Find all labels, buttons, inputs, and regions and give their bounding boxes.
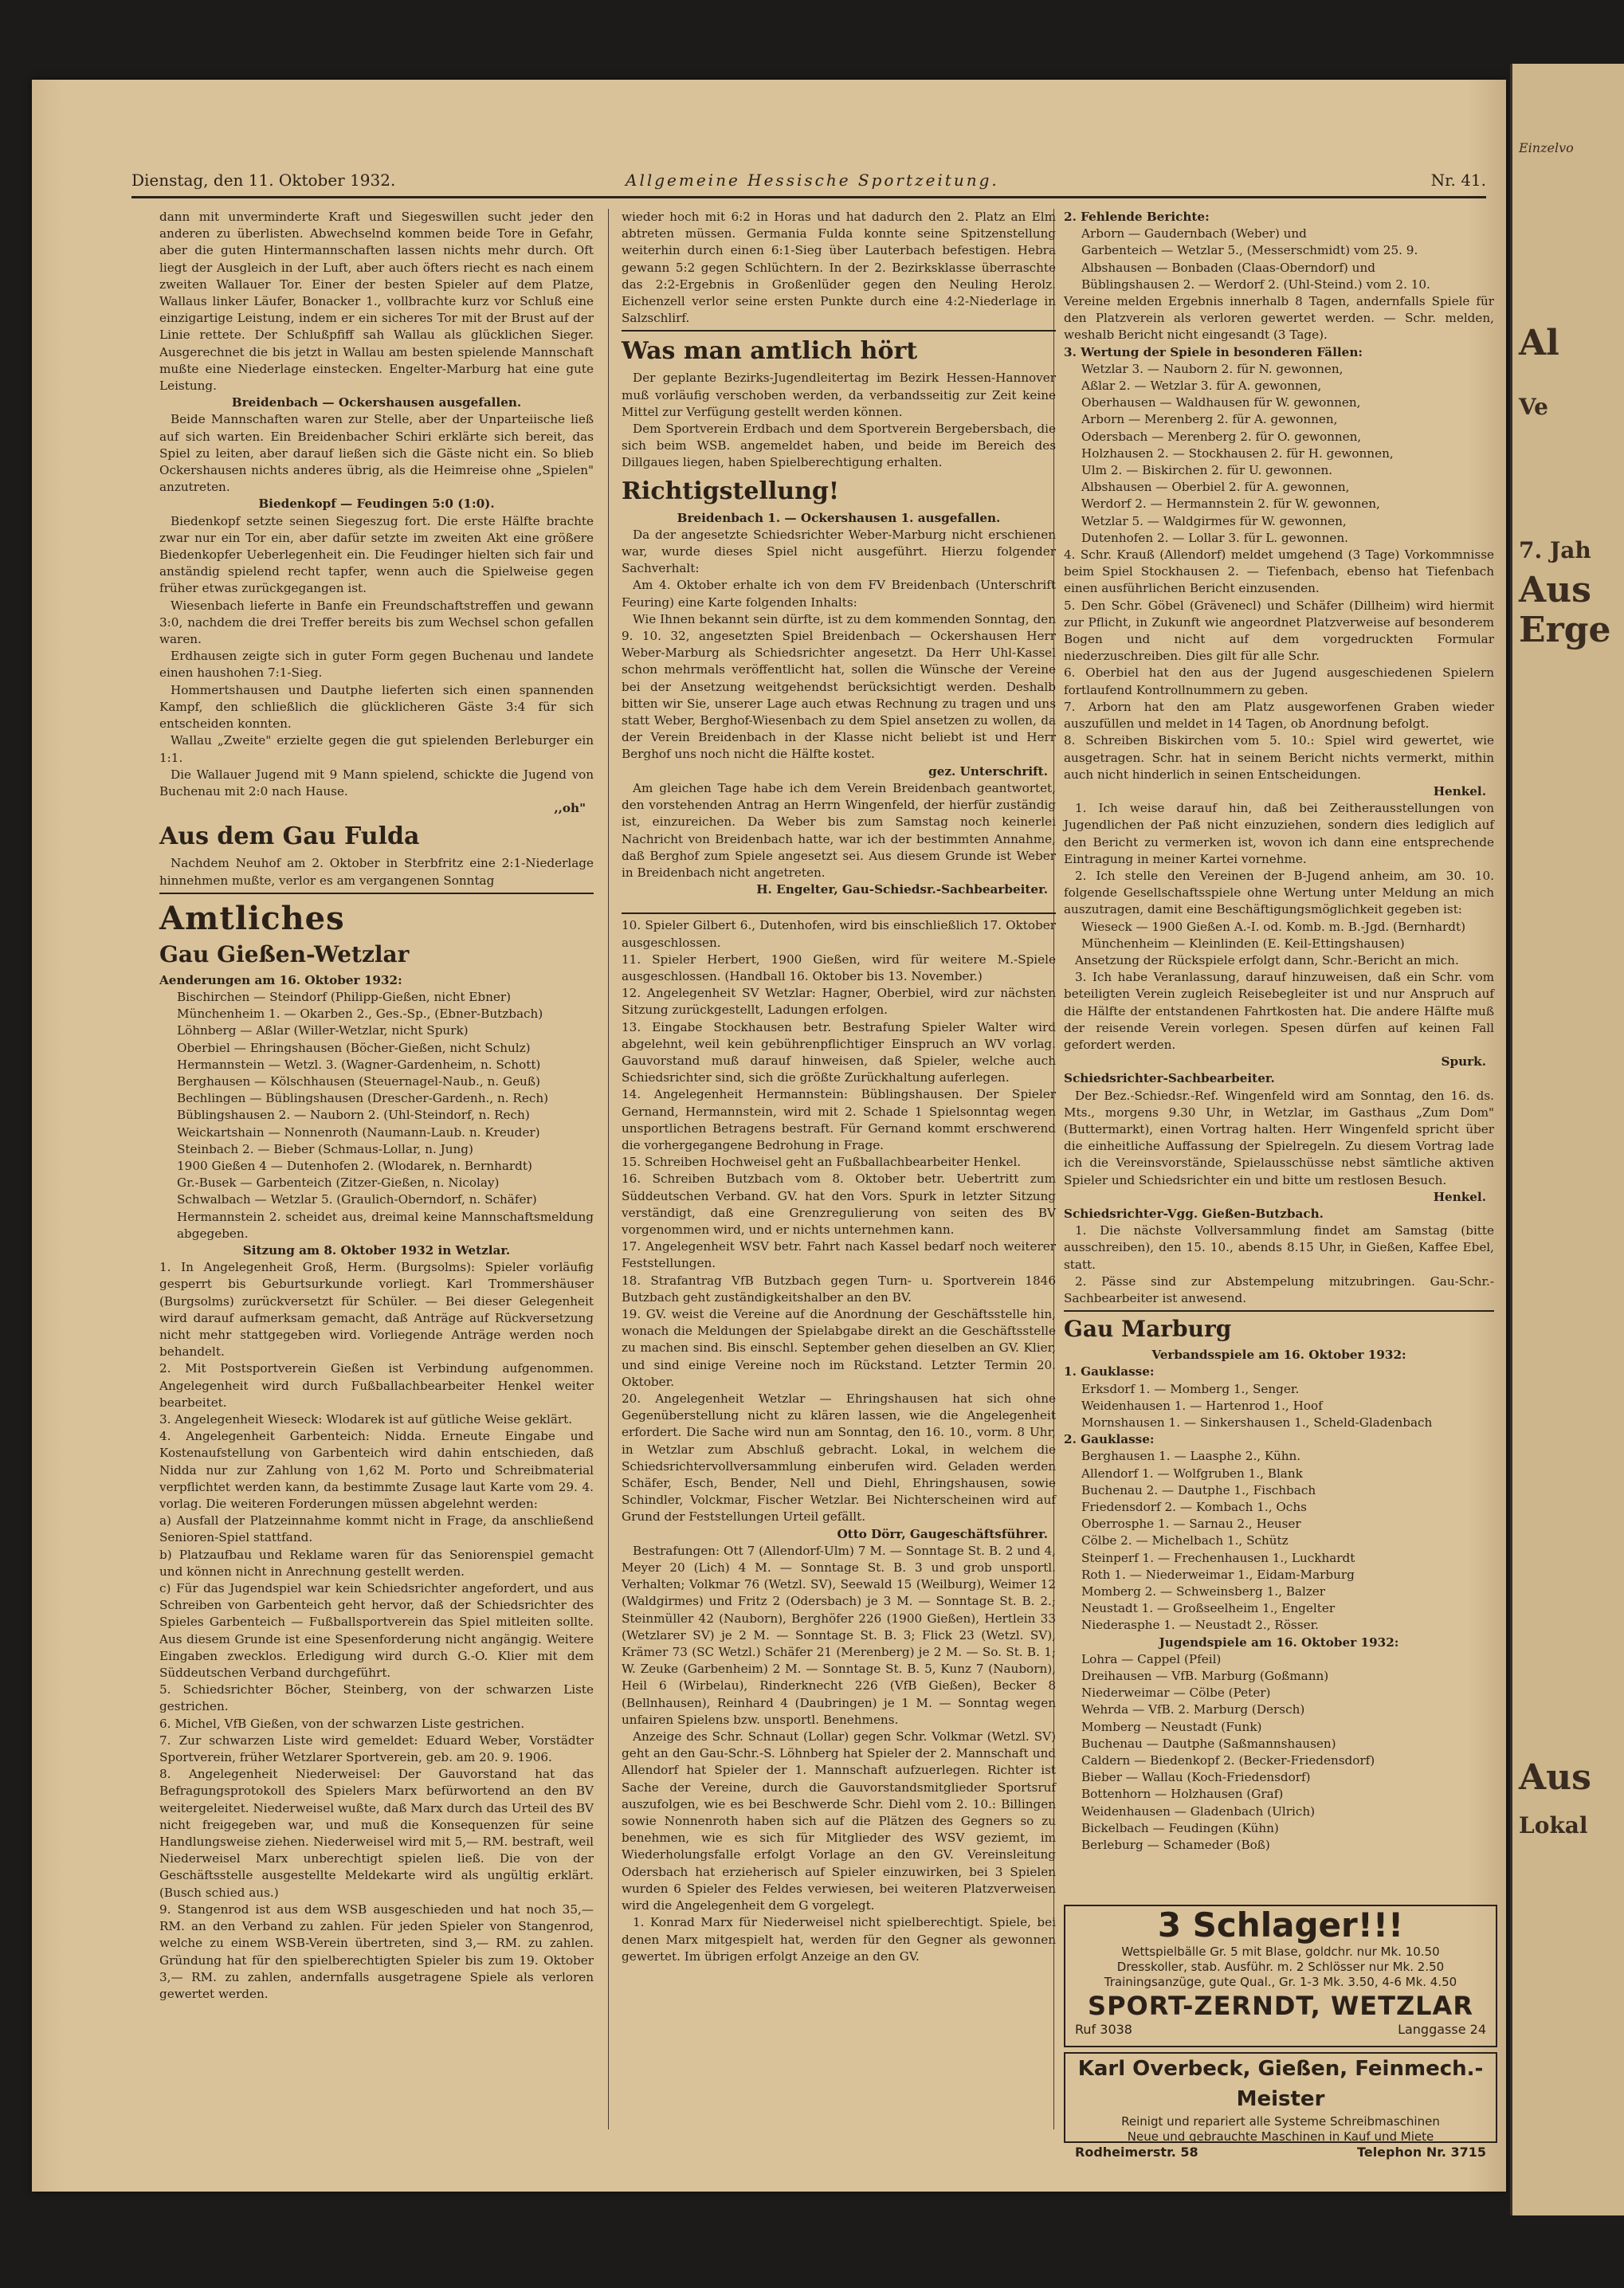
list-item: 6. Oberbiel hat den aus der Jugend ausgeschiedenen Spielern fortlaufend Kontrollnummern zu geben.	[1064, 665, 1494, 697]
list-item: 1. In Angelegenheit Groß, Herm. (Burgsolms): Spieler vorläufig gesperrt bis Geburtsurkunde vorliegt. Karl Trommershäuser (Burgsolms) zurückversetzt für Schüler. — Bei dieser Gelegenheit wird darauf aufmerksam gemacht, daß Anträge auf Rückversetzung nicht mehr stattgegeben wird. Vorliegende Anträge werden noch behandelt.	[159, 1260, 594, 1360]
subheading: 2. Gauklasse:	[1064, 1432, 1155, 1447]
fragment-text: Aus	[1519, 570, 1591, 610]
section-heading: Aus dem Gau Fulda	[159, 822, 420, 851]
article-text: Dem Sportverein Erdbach und dem Sportverein Bergebersbach, die sich beim WSB. angemeldet haben, und beide im Bereich des Dillgaues liegen, haben Spielberechtigung erhalten.	[622, 422, 1056, 470]
list-item: 5. Schiedsrichter Böcher, Steinberg, von der schwarzen Liste gestrichen.	[159, 1682, 594, 1714]
ad-phone: Telephon Nr. 3715	[1357, 2145, 1486, 2160]
fixture-line: Dutenhofen 2. — Lollar 3. für L. gewonnen.	[1081, 530, 1348, 545]
ad-address: Langgasse 24	[1398, 2022, 1486, 2037]
subheading: Jugendspiele am 16. Oktober 1932:	[1159, 1635, 1399, 1650]
list-item: 16. Schreiben Butzbach vom 8. Oktober betr. Uebertritt zum Süddeutschen Verband. GV. hat den Vors. Spurk in letzter Sitzung verständigt, daß eine Grenzregulierung von seiten des BV vorgenommen wird, und er nichts unternehmen kann.	[622, 1171, 1056, 1237]
signature: gez. Unterschrift.	[928, 763, 1048, 779]
list-item: 7. Arborn hat den am Platz ausgeworfenen Graben wieder auszufüllen und meldet in 14 Tagen, ob Anordnung befolgt.	[1064, 699, 1494, 732]
subheading: Aenderungen am 16. Oktober 1932:	[159, 972, 402, 987]
list-item: 19. GV. weist die Vereine auf die Anordnung der Geschäftsstelle hin, wonach die Meldungen der Spielabgabe direkt an die Geschäftsstelle zu machen sind. Bis einschl. September gehen dieselben an GV. Klier, und sind einige Vereine noch im Rückstand. Letzter Termin 20. Oktober.	[622, 1306, 1056, 1389]
fixture-line: 1900 Gießen 4 — Dutenhofen 2. (Wlodarek, n. Bernhardt)	[177, 1158, 532, 1173]
fragment-text: Lokal	[1519, 1812, 1588, 1839]
fixture-line: Berghausen — Kölschhausen (Steuernagel-Naub., n. Geuß)	[177, 1073, 540, 1089]
divider	[622, 912, 1056, 914]
author-signature: ,,oh"	[554, 801, 586, 816]
list-item: 20. Angelegenheit Wetzlar — Ehringshausen hat sich ohne Gegenüberstellung nicht zu klären lassen, wie die Angelegenheit erfordert. Die Sache wird nun am Sonntag, den 16. 10., vorm. 8 Uhr, in Wetzlar zum Abschluß gebracht. Lokal, in welchem die Schiedsrichtervollversammlung einberufen wird. Geladen werden Schäfer, Esch, Bender, Nell und Diehl, Ehringshausen, sowie Schindler, Volckmar, Fischer Wetzlar. Bei Nichterscheinen wird auf Grund der Feststellungen Urteil gefällt.	[622, 1391, 1056, 1525]
list-item: 8. Angelegenheit Niederweisel: Der Gauvorstand hat das Befragungsprotokoll des Spielers Marx befürwortend an den BV weitergeleitet. Niederweisel wußte, daß Marx durch das Urteil des BV nicht freigegeben war, und muß die Konsequenzen für seine Handlungsweise ziehen. Niederweisel wird mit 5,— RM. bestraft, weil Niederweisel Marx unberechtigt spielen ließ. Die von der Geschäftsstelle ausgestellte Meldekarte wird als ungültig erklärt. (Busch schied aus.)	[159, 1767, 594, 1900]
issue-date: Dienstag, den 11. Oktober 1932.	[131, 171, 396, 190]
fixture-line: Steinbach 2. — Bieber (Schmaus-Lollar, n. Jung)	[177, 1141, 473, 1156]
list-item: 10. Spieler Gilbert 6., Dutenhofen, wird bis einschließlich 17. Oktober ausgeschlossen.	[622, 918, 1056, 950]
ad-title: Karl Overbeck, Gießen, Feinmech.-Meister	[1077, 2057, 1484, 2111]
article-text: Am 4. Oktober erhalte ich von dem FV Breidenbach (Unterschrift Feuring) eine Karte folgenden Inhalts:	[622, 578, 1056, 610]
article-text: Bestrafungen: Ott 7 (Allendorf-Ulm) 7 M. — Sonntage St. B. 2 und 4, Meyer 20 (Lich) 4 M. — Sonntage St. B. 3 und grob unsportl. Verhalten; Volkmar 76 (Wetzl. SV), Seewald 15 (Weilburg), Weimer 12 (Waldgirmes) und Fritz 2 (Odersbach) je 3 M. — Sonntage St. B. 2.; Steinmüller 42 (Nauborn), Berghöfer 226 (1900 Gießen), Hertlein 33 (Wetzlarer SV) je 2 M. — Sonntage St. B. 3; Flick 23 (Wetzl. SV), Krämer 73 (SC Wetzl.) Schäfer 21 (Merenberg) je 2 M. — So. St. B. 1; W. Zeuke (Garbenheim) 2 M. — Sonntage St. B. 5, Kunz 7 (Nauborn), Heil 6 (Wirbelau), Rinderknecht 226 (VfB Gießen), Becker 8 (Bellnhausen), Reinhard 4 (Daubringen) je 1 M. — Sonntag wegen unfairen Spielens bzw. unsportl. Benehmens.	[622, 1543, 1056, 1727]
fixture-line: Arborn — Merenberg 2. für A. gewonnen,	[1081, 412, 1338, 427]
numbered-list	[622, 917, 1056, 1525]
fragment-text: Einzelvo	[1519, 140, 1574, 155]
fixture-line: Münchenheim — Kleinlinden (E. Keil-Ettingshausen)	[1081, 936, 1405, 951]
fixture-line: Holzhausen 2. — Stockhausen 2. für H. gewonnen,	[1081, 445, 1394, 461]
list-item: 2. Mit Postsportverein Gießen ist Verbindung aufgenommen. Angelegenheit wird durch Fußballachbearbeiter Henkel weiter bearbeitet.	[159, 1361, 594, 1410]
fixture-line: Ulm 2. — Biskirchen 2. für U. gewonnen.	[1081, 463, 1333, 478]
fixture-line: Bieber — Wallau (Koch-Friedensdorf)	[1081, 1770, 1311, 1785]
author-signature: Henkel.	[1433, 783, 1486, 799]
fixture-line: Friedensdorf 2. — Kombach 1., Ochs	[1081, 1500, 1307, 1515]
fixture-list	[1064, 1448, 1494, 1634]
fixture-line: Oberrosphe 1. — Sarnau 2., Heuser	[1081, 1517, 1301, 1532]
gau-heading: Gau Gießen-Wetzlar	[159, 940, 410, 967]
fixture-line: Garbenteich — Wetzlar 5., (Messerschmidt) vom 25. 9.	[1081, 243, 1418, 258]
fixture-line: Albshausen — Bonbaden (Claas-Oberndorf) und	[1081, 260, 1375, 275]
fixture-line: Roth 1. — Niederweimar 1., Eidam-Marburg	[1081, 1567, 1355, 1582]
author-signature: H. Engelter, Gau-Schiedsr.-Sachbearbeiter.	[756, 882, 1048, 897]
ad-shop-name: SPORT-ZERNDT, WETZLAR	[1088, 1991, 1473, 2021]
article-text: Am gleichen Tage habe ich dem Verein Breidenbach geantwortet, den vorstehenden Antrag an Herrn Wingenfeld, der hierfür zuständig ist, einzureichen. Da Weber bis zum Samstag noch keinerlei Nachricht von Breidenbach hatte, war ich der bestimmten Annahme, daß Berghof zum Spiele angesetzt sei. Aus diesem Grunde ist Weber in Breidenbach nicht angetreten.	[622, 780, 1056, 880]
fixture-line: Allendorf 1. — Wolfgruben 1., Blank	[1081, 1466, 1303, 1481]
article-text: 2. Ich stelle den Vereinen der B-Jugend anheim, am 30. 10. folgende Gesellschaftsspiele ohne Wertung unter Meldung an mich auszutragen, damit eine Beschäftigungsmöglichkeit gegeben ist:	[1064, 868, 1494, 917]
subheading: 3. Wertung der Spiele in besonderen Fällen:	[1064, 344, 1363, 359]
fixture-list	[1064, 226, 1494, 293]
gau-heading: Gau Marburg	[1064, 1316, 1232, 1343]
list-item: b) Platzaufbau und Reklame waren für das Seniorenspiel gemacht und können nicht in Anrechnung gestellt werden.	[159, 1547, 594, 1579]
fixture-line: Odersbach — Merenberg 2. für O. gewonnen,	[1081, 429, 1362, 444]
fixture-line: Oberbiel — Ehringshausen (Böcher-Gießen, nicht Schulz)	[177, 1040, 531, 1055]
article-text: Beide Mannschaften waren zur Stelle, aber der Unparteiische ließ auf sich warten. Ein Breidenbacher Schiri erklärte sich bereit, das Spiel zu leiten, aber darauf ließen sich die Gäste nicht ein. So blieb Ockershausen nichts anderes übrig, als die Heimreise ohne „Spielen" anzutreten.	[159, 412, 594, 495]
issue-number: Nr. 41.	[1430, 171, 1486, 190]
list-item: 9. Stangenrod ist aus dem WSB ausgeschieden und hat noch 35,— RM. an den Verband zu zahlen. Für jeden Spieler von Stangenrod, welche zu einem WSB-Verein übertreten, sind 3,— RM. zu zahlen. Gründung hat für den spielberechtigten Spieler bis zum 19. Oktober 3,— RM. zu zahlen, andernfalls ausgetragene Spiele als verloren gewertet werden.	[159, 1901, 594, 2001]
fixture-line: Löhnberg — Aßlar (Willer-Wetzlar, nicht Spurk)	[177, 1023, 469, 1038]
fixture-line: Gr.-Busek — Garbenteich (Zitzer-Gießen, n. Nicolay)	[177, 1175, 500, 1191]
fixture-line: Schwalbach — Wetzlar 5. (Graulich-Oberndorf, n. Schäfer)	[177, 1192, 537, 1207]
advertisement-overbeck	[1064, 2052, 1497, 2160]
section-heading: Richtigstellung!	[622, 477, 840, 505]
subheading: 2. Fehlende Berichte:	[1064, 210, 1210, 224]
list-item: a) Ausfall der Platzeinnahme kommt nicht in Frage, da anschließend Senioren-Spiel stattfand.	[159, 1513, 594, 1545]
fixture-line: Berghausen 1. — Laasphe 2., Kühn.	[1081, 1449, 1301, 1464]
fixture-line: Buchenau — Dautphe (Saßmannshausen)	[1081, 1736, 1336, 1751]
fixture-line: Arborn — Gaudernbach (Weber) und	[1081, 226, 1307, 241]
fragment-text: Erge	[1519, 610, 1611, 650]
ad-line: Trainingsanzüge, gute Qual., Gr. 1-3 Mk. 3.50, 4-6 Mk. 4.50	[1104, 1975, 1457, 1989]
list-item: c) Für das Jugendspiel war kein Schiedsrichter angefordert, und aus Schreiben von Garbenteich geht hervor, daß der Schiedsrichter des Spieles Garbenteich — Fußballsportverein das Spiel mitleiten sollte. Aus diesem Grunde ist eine Spesenforderung nicht angängig. Weitere Eingaben zwecklos. Erledigung wird durch G.-O. Klier mit dem Süddeutschen Verband durchgeführt.	[159, 1581, 594, 1681]
fixture-list	[1064, 361, 1494, 547]
ad-title: 3 Schlager!!!	[1157, 1905, 1404, 1945]
match-heading: Breidenbach — Ockershausen ausgefallen.	[231, 395, 522, 410]
fixture-line: Büblingshausen 2. — Werdorf 2. (Uhl-Steind.) vom 2. 10.	[1081, 277, 1430, 292]
article-text: Ansetzung der Rückspiele erfolgt dann, Schr.-Bericht an mich.	[1075, 952, 1459, 967]
fixture-line: Erksdorf 1. — Momberg 1., Senger.	[1081, 1381, 1300, 1396]
article-text: Wallau „Zweite" erzielte gegen die gut spielenden Berleburger ein 1:1.	[159, 733, 594, 765]
article-text: Wie Ihnen bekannt sein dürfte, ist zu dem kommenden Sonntag, den 9. 10. 32, angesetzten Spiel Breidenbach — Ockershausen Herr Weber-Marburg als Schiedsrichter angesetzt. Da Herr Uhl-Kassel schon mehrmals veröffentlicht hat, sollen die Wünsche der Vereine bei der Ansetzung weitgehendst berücksichtigt werden. Deshalb bitten wir Sie, unserer Lage auch etwas Rechnung zu tragen und uns statt Weber, Berghof-Wiesenbach zu dem Spiel ansetzen zu wollen, da der Verein Breidenbach in der Klasse nicht beliebt ist und Herr Berghof uns noch nicht die Hälfte kostet.	[622, 611, 1056, 762]
divider	[622, 330, 1056, 332]
section-heading: Was man amtlich hört	[622, 337, 918, 366]
fixture-line: Niederasphe 1. — Neustadt 2., Rösser.	[1081, 1618, 1319, 1633]
article-text: 3. Ich habe Veranlassung, darauf hinzuweisen, daß ein Schr. vom beteiligten Verein zugleich Reisebegleiter ist und nur Anspruch auf die Hälfte der entstandenen Fahrtkosten hat. Die andere Hälfte muß der reisende Verein vorlegen. Spesen dürfen auf keinen Fall gefordert werden.	[1064, 970, 1494, 1052]
author-signature: Spurk.	[1441, 1054, 1486, 1069]
fixture-list	[159, 989, 594, 1242]
fixture-line: Cölbe 2. — Michelbach 1., Schütz	[1081, 1533, 1289, 1548]
author-signature: Henkel.	[1433, 1189, 1486, 1204]
adjacent-page-fragment	[1510, 64, 1624, 2215]
ad-line: Neue und gebrauchte Maschinen in Kauf und Miete	[1127, 2129, 1434, 2144]
fixture-line: Oberhausen — Waldhausen für W. gewonnen,	[1081, 395, 1361, 410]
article-text: Nachdem Neuhof am 2. Oktober in Sterbfritz eine 2:1-Niederlage hinnehmen mußte, verlor es am vergangenen Sonntag	[159, 856, 594, 888]
fragment-text: Ve	[1519, 394, 1548, 420]
fixture-line: Dreihausen — VfB. Marburg (Goßmann)	[1081, 1669, 1329, 1684]
fixture-line: Büblingshausen 2. — Nauborn 2. (Uhl-Steindorf, n. Rech)	[177, 1108, 530, 1123]
newspaper-title: Allgemeine Hessische Sportzeitung.	[626, 171, 999, 190]
fixture-line: Wetzlar 5. — Waldgirmes für W. gewonnen,	[1081, 513, 1347, 528]
article-text: Der Bez.-Schiedsr.-Ref. Wingenfeld wird am Sonntag, den 16. ds. Mts., morgens 9.30 Uhr, in Wetzlar, im Gasthaus „Zum Dom" (Buttermarkt), einen Vortrag halten. Herr Wingenfeld spricht über die einheitliche Auffassung der Spielregeln. Zu diesem Vortrag lade ich die Vereinsvorstände, Spielausschüsse nebst sämtliche aktiven Spieler und Schiedsrichter ein und bitte um restlosen Besuch.	[1064, 1088, 1494, 1187]
list-item: 13. Eingabe Stockhausen betr. Bestrafung Spieler Walter wird abgelehnt, weil kein gebührenpflichtiger Einspruch an WV vorlag. Gauvorstand muß darauf hinweisen, daß Spieler, welche auch Schiedsrichter sind, sich die größte Zurückhaltung auferlegen.	[622, 1019, 1056, 1085]
article-text: Erdhausen zeigte sich in guter Form gegen Buchenau und landete einen haushohen 7:1-Sieg.	[159, 649, 594, 681]
fixture-line: Momberg 2. — Schweinsberg 1., Balzer	[1081, 1584, 1326, 1599]
column-1	[159, 209, 594, 2129]
fixture-line: Bischirchen — Steindorf (Philipp-Gießen, nicht Ebner)	[177, 989, 512, 1004]
article-text: Da der angesetzte Schiedsrichter Weber-Marburg nicht erschienen war, wurde dieses Spiel nicht ausgeführt. Hierzu folgender Sachverhalt:	[622, 527, 1056, 576]
fixture-list	[1064, 919, 1494, 952]
article-text: dann mit unverminderte Kraft und Siegeswillen sucht jeder den anderen zu überlisten. Abwechselnd kommen beide Tore in Gefahr, aber die guten Hintermannschaften lassen nichts mehr durch. Oft liegt der Ausgleich in der Luft, aber auch öfters riecht es nach einem zweiten Wallauer Tor. Einer der besten Spieler auf dem Platze, Wallaus linker Läufer, Bonacker 1., vollbrachte kurz vor Schluß eine einzigartige Leistung, indem er ein sicheres Tor mit der Brust auf der Linie rettete. Der Schlußpfiff sah Wallau als glücklichen Sieger. Ausgerechnet die bis jetzt in Wallau am besten spielende Mannschaft mußte eine Niederlage einstecken. Engelter-Marburg hat eine gute Leistung.	[159, 210, 594, 394]
fragment-text: 7. Jah	[1519, 537, 1591, 563]
list-item: 14. Angelegenheit Hermannstein: Büblingshausen. Der Spieler Gernand, Hermannstein, wird mit 2. Schade 1 Spielsonntag wegen unsportlichen Betragens bestraft. Für Gernand kommt erschwerend die vorhergegangene Bedrohung in Frage.	[622, 1087, 1056, 1152]
fixture-line: Münchenheim 1. — Okarben 2., Ges.-Sp., (Ebner-Butzbach)	[177, 1007, 543, 1022]
match-heading: Biedenkopf — Feudingen 5:0 (1:0).	[258, 496, 495, 512]
article-text: Wiesenbach lieferte in Banfe ein Freundschaftstreffen und gewann 3:0, nachdem die drei Treffer bereits bis zum Wechsel schon gefallen waren.	[159, 598, 594, 647]
list-item: 5. Den Schr. Göbel (Grävenecl) und Schäfer (Dillheim) wird hiermit zur Pflicht, in Zukunft wie angeordnet Platzverweise auf besonderem Bogen und nicht auf dem vorgedruckten Formular niederzuschreiben. Dies gilt für alle Schr.	[1064, 598, 1494, 664]
ad-phone: Ruf 3038	[1075, 2022, 1132, 2037]
fixture-line: Niederweimar — Cölbe (Peter)	[1081, 1686, 1271, 1701]
ad-line: Dresskoller, stab. Ausführ. m. 2 Schlösser nur Mk. 2.50	[1116, 1960, 1445, 1974]
article-text: 1. Ich weise darauf hin, daß bei Zeitherausstellungen von Jugendlichen der Paß nicht einzuziehen, sondern dies lediglich auf den Bericht zu vermerken ist, wovon ich dann eine entsprechende Eintragung in meiner Kartei vornehme.	[1064, 801, 1494, 866]
article-text: Vereine melden Ergebnis innerhalb 8 Tagen, andernfalls Spiele für den Platzverein als verloren gewertet werden. — Schr. melden, weshalb Bericht nicht eingesandt (3 Tage).	[1064, 294, 1494, 343]
divider	[1064, 1310, 1494, 1312]
fixture-line: Momberg — Neustadt (Funk)	[1081, 1719, 1262, 1734]
list-item: 4. Schr. Krauß (Allendorf) meldet umgehend (3 Tage) Vorkommnisse beim Spiel Stockhausen 2. — Tiefenbach, ebenso hat Tiefenbach einen ausführlichen Bericht einzusenden.	[1064, 547, 1494, 596]
fixture-line: Berleburg — Schameder (Boß)	[1081, 1838, 1270, 1853]
article-text: Der geplante Bezirks-Jugendleitertag im Bezirk Hessen-Hannover muß vorläufig verschoben werden, da verbandsseitig zur Zeit keine Mittel zur Verfügung gestellt werden können.	[622, 371, 1056, 419]
fixture-line: Neustadt 1. — Großseelheim 1., Engelter	[1081, 1601, 1336, 1616]
list-item: 17. Angelegenheit WSV betr. Fahrt nach Kassel bedarf noch weiterer Feststellungen.	[622, 1239, 1056, 1271]
list-item: 15. Schreiben Hochweisel geht an Fußballachbearbeiter Henkel.	[622, 1155, 1022, 1170]
fixture-line: Mornshausen 1. — Sinkershausen 1., Scheld-Gladenbach	[1081, 1415, 1433, 1430]
article-text: Hommertshausen und Dautphe lieferten sich einen spannenden Kampf, den schließlich die glücklicheren Gäste 3:4 für sich entscheiden konnten.	[159, 682, 594, 732]
column-3	[1064, 209, 1494, 1894]
ad-address: Rodheimerstr. 58	[1075, 2145, 1198, 2160]
fixture-line: Caldern — Biedenkopf 2. (Becker-Friedensdorf)	[1081, 1753, 1375, 1768]
fixture-line: Buchenau 2. — Dautphe 1., Fischbach	[1081, 1482, 1316, 1497]
fixture-list	[1064, 1381, 1494, 1432]
fixture-line: Albshausen — Oberbiel 2. für A. gewonnen,	[1081, 480, 1350, 495]
article-text: Biedenkopf setzte seinen Siegeszug fort. Die erste Hälfte brachte zwar nur ein Tor ein, aber dafür setzte im zweiten Akt eine größere Biedenkopfer Ueberlegenheit ein. Die Feudinger hielten sich fair und anständig spielend recht tapfer, wenn auch die Spielweise gegen früher etwas zurückgegangen ist.	[159, 513, 594, 596]
list-item: 18. Strafantrag VfB Butzbach gegen Turn- u. Sportverein 1846 Butzbach geht zuständigkeitshalber an den BV.	[622, 1273, 1056, 1305]
article-text: Anzeige des Schr. Schnaut (Lollar) gegen Schr. Volkmar (Wetzl. SV) geht an den Gau-Schr.-S. Löhnberg hat Spieler der 2. Mannschaft und Allendorf hat Spieler der 1. Mannschaft aufzuerlegen. Richter ist Sache der Vereine, durch die Gauvorstandsmitglieder Sportsruf auszufolgen, wie es bei Beschwerde Schr. Diehl vom 2. 10.: Billingen sowie Nonnenroth haben sich auf die Plätzen des Gegners so zu benehmen, wie es sich für Mitglieder des WSV geziemt, im Wiederholungsfalle erfolgt Vorlage an den GV. Vereinsleitung Odersbach hat erzieherisch auf Spieler einzuwirken, bei 3 Spielen wurden 6 Spieler des Feldes verwiesen, bei weiteren Platzverweisen wird die Angelegenheit dem G vorgelegt.	[622, 1729, 1056, 1913]
subheading: Schiedsrichter-Sachbearbeiter.	[1064, 1071, 1275, 1086]
fixture-line: Werdorf 2. — Hermannstein 2. für W. gewonnen,	[1081, 496, 1380, 512]
fixture-line: Bechlingen — Büblingshausen (Drescher-Gardenh., n. Rech)	[177, 1091, 549, 1106]
divider	[159, 893, 594, 894]
numbered-list	[159, 1259, 594, 2003]
subheading: Verbandsspiele am 16. Oktober 1932:	[1151, 1348, 1406, 1363]
ad-line: Wettspielbälle Gr. 5 mit Blase, goldchr. nur Mk. 10.50	[1121, 1945, 1440, 1959]
column-divider	[608, 209, 609, 2129]
fixture-list	[1064, 1651, 1494, 1854]
article-text: 2. Pässe sind zur Abstempelung mitzubringen. Gau-Schr.-Sachbearbeiter ist anwesend.	[1064, 1274, 1494, 1305]
fixture-line: Wetzlar 3. — Nauborn 2. für N. gewonnen,	[1081, 361, 1344, 376]
subheading: 1. Gauklasse:	[1064, 1364, 1155, 1379]
column-2	[622, 209, 1056, 2129]
fixture-line: Weickartshain — Nonnenroth (Naumann-Laub. n. Kreuder)	[177, 1124, 540, 1140]
fixture-line: Hermannstein — Wetzl. 3. (Wagner-Gardenheim, n. Schott)	[177, 1057, 541, 1072]
fragment-text: Al	[1519, 323, 1559, 363]
fixture-line: Aßlar 2. — Wetzlar 3. für A. gewonnen,	[1081, 379, 1322, 394]
ad-line: Reinigt und repariert alle Systeme Schreibmaschinen	[1121, 2114, 1440, 2129]
fixture-line: Wieseck — 1900 Gießen A.-I. od. Komb. m. B.-Jgd. (Bernhardt)	[1081, 919, 1466, 934]
subheading: Schiedsrichter-Vgg. Gießen-Butzbach.	[1064, 1206, 1324, 1221]
fixture-line: Weidenhausen — Gladenbach (Ulrich)	[1081, 1803, 1316, 1819]
list-item: 4. Angelegenheit Garbenteich: Nidda. Erneute Eingabe und Kostenaufstellung von Garbenteich wird dahin entschieden, daß Nidda nur zur Zahlung von 1,62 M. Porto und Schreibmaterial verpflichtet werden kann, da bestimmte Zusage laut Karte vom 29. 4. vorlag. Die weiteren Forderungen müssen abgelehnt werden:	[159, 1429, 594, 1512]
fixture-line: Steinperf 1. — Frechenhausen 1., Luckhardt	[1081, 1550, 1355, 1565]
fixture-line: Lohra — Cappel (Pfeil)	[1081, 1651, 1222, 1666]
fixture-line: Wehrda — VfB. 2. Marburg (Dersch)	[1081, 1702, 1305, 1717]
fragment-text: Aus	[1519, 1757, 1591, 1798]
subheading: Sitzung am 8. Oktober 1932 in Wetzlar.	[242, 1242, 511, 1258]
section-heading: Amtliches	[159, 899, 345, 937]
list-item: 3. Angelegenheit Wieseck: Wlodarek ist auf gütliche Weise geklärt.	[159, 1412, 573, 1427]
article-text: 1. Konrad Marx für Niederweisel nicht spielberechtigt. Spiele, bei denen Marx mitgespielt hat, werden für den Gegner als gewonnen gewertet. Im übrigen erfolgt Anzeige an den GV.	[622, 1915, 1056, 1964]
page-header	[131, 167, 1486, 198]
fixture-line: Bottenhorn — Holzhausen (Graf)	[1081, 1787, 1284, 1802]
fixture-line: Weidenhausen 1. — Hartenrod 1., Hoof	[1081, 1398, 1323, 1413]
fixture-line: Hermannstein 2. scheidet aus, dreimal keine Mannschaftsmeldung abgegeben.	[177, 1209, 594, 1241]
list-item: 11. Spieler Herbert, 1900 Gießen, wird für weitere M.-Spiele ausgeschlossen. (Handball 16. Oktober bis 13. November.)	[622, 952, 1056, 983]
advertisement-sport-zerndt	[1064, 1905, 1497, 2047]
match-heading: Breidenbach 1. — Ockershausen 1. ausgefallen.	[677, 510, 1001, 525]
article-text: 1. Die nächste Vollversammlung findet am Samstag (bitte ausschreiben), den 15. 10., abends 8.15 Uhr, in Gießen, Kaffee Ebel, statt.	[1064, 1223, 1494, 1272]
list-item: 7. Zur schwarzen Liste wird gemeldet: Eduard Weber, Vorstädter Sportverein, früher Wetzlarer Sportverein, geb. am 20. 9. 1906.	[159, 1733, 594, 1765]
list-item: 12. Angelegenheit SV Wetzlar: Hagner, Oberbiel, wird zur nächsten Sitzung zurückgestellt, Ladungen erfolgen.	[622, 986, 1056, 1018]
author-signature: Otto Dörr, Gaugeschäftsführer.	[837, 1526, 1048, 1541]
fixture-line: Bickelbach — Feudingen (Kühn)	[1081, 1820, 1279, 1835]
article-text: Die Wallauer Jugend mit 9 Mann spielend, schickte die Jugend von Buchenau mit 2:0 nach Hause.	[159, 767, 594, 799]
list-item: 6. Michel, VfB Gießen, von der schwarzen Liste gestrichen.	[159, 1716, 525, 1731]
list-item: 8. Schreiben Biskirchen vom 5. 10.: Spiel wird gewertet, wie ausgetragen. Schr. hat in seinem Bericht nichts vermerkt, mithin auch nicht hinderlich in seinen Entscheidungen.	[1064, 733, 1494, 782]
article-text: wieder hoch mit 6:2 in Horas und hat dadurch den 2. Platz an Elm abtreten müssen. Germania Fulda konnte seine Spitzenstellung weiterhin durch einen 6:1-Sieg über Lauterbach befestigen. Hebra gewann 5:2 gegen Schlüchtern. In der 2. Bezirksklasse überraschte das 2:2-Ergebnis in Großenlüder gegen den Neuling Herolz. Eichenzell verlor seine ersten Punkte durch eine 4:2-Niederlage in Salzschlirf.	[622, 210, 1056, 326]
numbered-list	[1064, 547, 1494, 783]
